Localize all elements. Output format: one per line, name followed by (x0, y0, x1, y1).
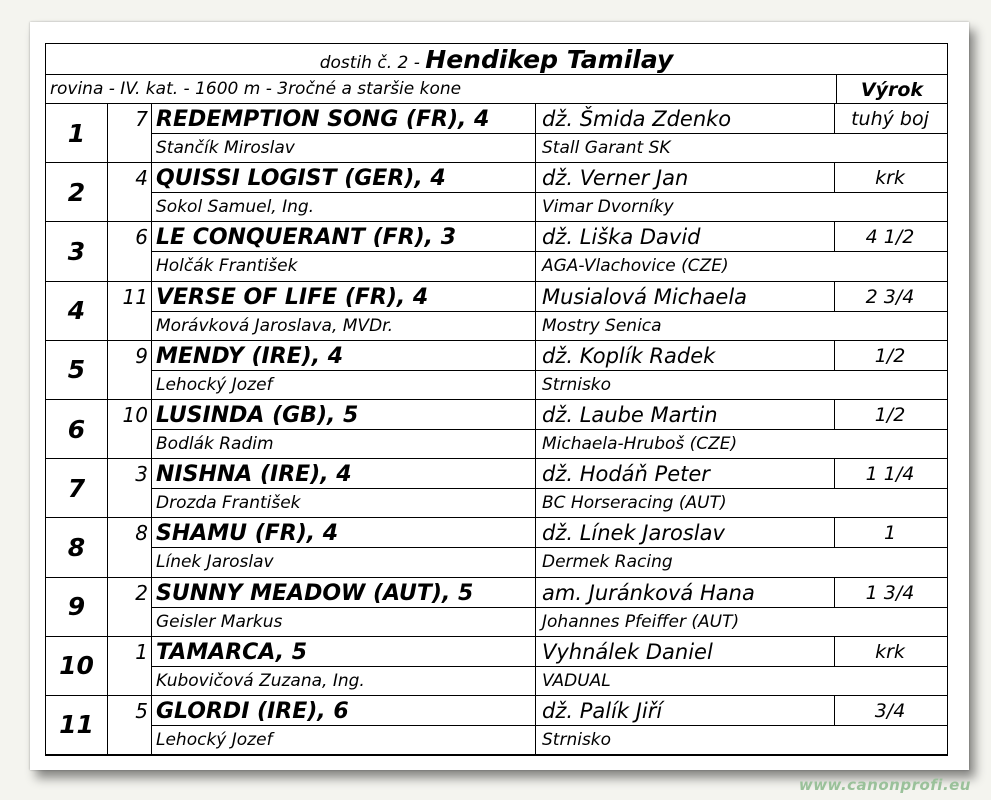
trainer-name: Drozda František (152, 489, 536, 517)
finish-margin: 1/2 (834, 341, 945, 370)
result-info (152, 459, 947, 517)
result-info (152, 637, 947, 695)
results-table (46, 104, 947, 754)
start-number: 8 (108, 518, 152, 576)
finish-margin: krk (834, 637, 945, 666)
race-conditions-row (46, 75, 947, 104)
finish-position: 9 (46, 578, 108, 636)
result-row (46, 281, 947, 340)
horse-line (152, 459, 947, 489)
trainer-line (152, 489, 947, 517)
owner-name: Strnisko (542, 374, 612, 395)
start-number: 3 (108, 459, 152, 517)
trainer-name: Geisler Markus (152, 608, 536, 636)
start-number: 11 (108, 282, 152, 340)
finish-margin: 1 3/4 (834, 578, 945, 607)
owner-name: Vimar Dvorníky (542, 197, 674, 218)
margin-header: Výrok (836, 75, 947, 103)
finish-margin: 1 1/4 (834, 459, 945, 488)
trainer-line (152, 193, 947, 221)
horse-line (152, 696, 947, 726)
horse-line (152, 518, 947, 548)
finish-position: 5 (46, 341, 108, 399)
finish-position: 10 (46, 637, 108, 695)
result-info (152, 578, 947, 636)
trainer-name: Línek Jaroslav (152, 548, 536, 576)
finish-margin: 2 3/4 (834, 282, 945, 311)
jockey-name: dž. Liška David (542, 225, 701, 250)
race-prefix: dostih č. 2 - (319, 53, 420, 73)
horse-name: LE CONQUERANT (FR), 3 (152, 222, 536, 251)
result-info (152, 518, 947, 576)
finish-position: 8 (46, 518, 108, 576)
trainer-line (152, 312, 947, 340)
start-number: 6 (108, 222, 152, 280)
jockey-name: Vyhnálek Daniel (542, 639, 713, 664)
result-row (46, 636, 947, 695)
horse-line (152, 578, 947, 608)
horse-name: NISHNA (IRE), 4 (152, 459, 536, 488)
finish-margin: krk (834, 163, 945, 192)
owner-name: Dermek Racing (542, 552, 673, 573)
owner-name: BC Horseracing (AUT) (542, 493, 727, 514)
trainer-name: Kubovičová Zuzana, Ing. (152, 667, 536, 695)
finish-margin: tuhý boj (834, 104, 945, 133)
trainer-name: Lehocký Jozef (152, 371, 536, 399)
result-row (46, 221, 947, 280)
trainer-line (152, 371, 947, 399)
horse-name: LUSINDA (GB), 5 (152, 400, 536, 429)
finish-position: 3 (46, 222, 108, 280)
result-info (152, 163, 947, 221)
trainer-line (152, 430, 947, 458)
jockey-name: dž. Hodáň Peter (542, 462, 710, 487)
race-conditions: rovina - IV. kat. - 1600 m - 3ročné a staršie kone (50, 79, 462, 99)
result-row (46, 162, 947, 221)
owner-name: Stall Garant SK (542, 138, 671, 158)
owner-name: VADUAL (542, 670, 611, 691)
jockey-name: dž. Verner Jan (542, 166, 689, 191)
jockey-name: am. Juránková Hana (542, 580, 755, 605)
result-row (46, 104, 947, 162)
jockey-name: dž. Línek Jaroslav (542, 521, 725, 546)
trainer-line (152, 134, 947, 162)
result-row (46, 695, 947, 754)
result-info (152, 282, 947, 340)
trainer-name: Morávková Jaroslava, MVDr. (152, 312, 536, 340)
jockey-name: dž. Palík Jiří (542, 698, 663, 723)
result-info (152, 222, 947, 280)
horse-name: VERSE OF LIFE (FR), 4 (152, 282, 536, 311)
result-row (46, 458, 947, 517)
finish-position: 11 (46, 696, 108, 754)
watermark: www.canonprofi.eu (798, 776, 971, 794)
finish-margin: 3/4 (834, 696, 945, 725)
horse-line (152, 163, 947, 193)
finish-position: 4 (46, 282, 108, 340)
horse-name: GLORDI (IRE), 6 (152, 696, 536, 725)
result-row (46, 577, 947, 636)
result-row (46, 340, 947, 399)
trainer-line (152, 667, 947, 695)
result-info (152, 104, 947, 162)
finish-margin: 4 1/2 (834, 222, 945, 251)
result-info (152, 341, 947, 399)
horse-name: QUISSI LOGIST (GER), 4 (152, 163, 536, 192)
result-row (46, 399, 947, 458)
horse-name: TAMARCA, 5 (152, 637, 536, 666)
horse-name: MENDY (IRE), 4 (152, 341, 536, 370)
start-number: 7 (108, 104, 152, 162)
horse-line (152, 282, 947, 312)
finish-position: 1 (46, 104, 108, 162)
horse-line (152, 400, 947, 430)
jockey-name: dž. Šmida Zdenko (542, 107, 732, 131)
start-number: 5 (108, 696, 152, 754)
trainer-line (152, 726, 947, 754)
start-number: 2 (108, 578, 152, 636)
trainer-name: Lehocký Jozef (152, 726, 536, 754)
owner-name: Johannes Pfeiffer (AUT) (542, 611, 740, 632)
race-result-sheet (45, 43, 948, 756)
finish-margin: 1 (834, 518, 945, 547)
finish-position: 7 (46, 459, 108, 517)
owner-name: Strnisko (542, 729, 612, 750)
horse-name: SUNNY MEADOW (AUT), 5 (152, 578, 536, 607)
horse-line (152, 637, 947, 667)
horse-line (152, 222, 947, 252)
result-info (152, 696, 947, 754)
finish-margin: 1/2 (834, 400, 945, 429)
result-info (152, 400, 947, 458)
trainer-line (152, 252, 947, 280)
start-number: 4 (108, 163, 152, 221)
horse-name: REDEMPTION SONG (FR), 4 (152, 104, 536, 133)
trainer-name: Stančík Miroslav (152, 134, 536, 162)
owner-name: AGA-Vlachovice (CZE) (542, 256, 729, 277)
owner-name: Michaela-Hruboš (CZE) (542, 433, 738, 454)
start-number: 9 (108, 341, 152, 399)
trainer-line (152, 608, 947, 636)
jockey-name: dž. Laube Martin (542, 402, 718, 427)
trainer-name: Bodlák Radim (152, 430, 536, 458)
jockey-name: dž. Koplík Radek (542, 343, 716, 368)
finish-position: 2 (46, 163, 108, 221)
horse-line (152, 341, 947, 371)
trainer-name: Holčák František (152, 252, 536, 280)
owner-name: Mostry Senica (542, 315, 662, 336)
result-row (46, 517, 947, 576)
jockey-name: Musialová Michaela (542, 284, 748, 309)
finish-position: 6 (46, 400, 108, 458)
race-name: Hendikep Tamilay (425, 45, 674, 74)
start-number: 10 (108, 400, 152, 458)
trainer-name: Sokol Samuel, Ing. (152, 193, 536, 221)
horse-name: SHAMU (FR), 4 (152, 518, 536, 547)
trainer-line (152, 548, 947, 576)
start-number: 1 (108, 637, 152, 695)
race-title (46, 44, 947, 75)
horse-line (152, 104, 947, 134)
